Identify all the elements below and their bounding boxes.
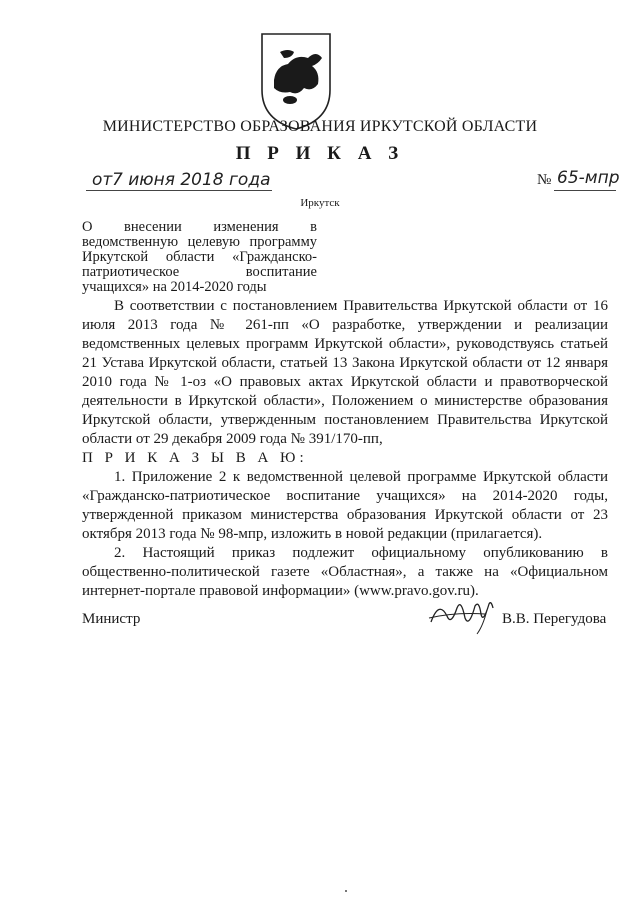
signer-position: Министр — [82, 611, 141, 627]
order-body — [82, 297, 608, 601]
number-prefix: № — [537, 172, 552, 188]
city-name: Иркутск — [300, 197, 340, 209]
order-item-1: 1. Приложение 2 к ведомственной целевой программе Иркутской области «Гражданско-патриотическое воспитание учащихся» на 2014-2020 годы, утвержденной приказом министерства образования Иркутской области от 23 октября 2013 года № 98-мпр, изложить в новой редакции (прилагается). — [82, 469, 608, 542]
handwritten-signature — [425, 596, 505, 636]
number-underline — [554, 190, 616, 191]
order-subject: О внесении изменения в ведомственную целевую программу Иркутской области «Гражданско-патриотическое воспитание учащихся» на 2014-2020 годы — [82, 219, 317, 295]
ministry-name: МИНИСТЕРСТВО ОБРАЗОВАНИЯ ИРКУТСКОЙ ОБЛАСТИ — [102, 118, 538, 135]
scan-speck — [345, 890, 347, 892]
preamble-paragraph: В соответствии с постановлением Правительства Иркутской области от 16 июля 2013 года № 261-пп «О разработке, утверждении и реализации ведомственных целевых программ Иркутской области», руководствуясь статьей 21 Устава Иркутской области, статьей 13 Закона Иркутской области от 12 января 2010 года № 1-оз «О правовых актах Иркутской области и правотворческой деятельности в Иркутской области», Положением о министерстве образования Иркутской области, утвержденным постановлением Правительства Иркутской области от 29 декабря 2009 года № 391/170-пп, — [82, 298, 608, 447]
date-prefix: от — [92, 170, 113, 190]
order-directive-word: П Р И К А З Ы В А Ю: — [82, 450, 308, 466]
order-date: 7 июня 2018 года — [112, 170, 271, 190]
coat-of-arms-emblem — [256, 28, 336, 132]
order-item-2: 2. Настоящий приказ подлежит официальному опубликованию в общественно-политической газете «Областная», а также на «Официальном интернет-портале правовой информации» (www.pravo.gov.ru). — [82, 545, 608, 599]
order-number: 65-мпр — [557, 168, 620, 188]
signer-name: В.В. Перегудова — [502, 611, 607, 627]
document-title: П Р И К А З — [235, 143, 405, 164]
date-underline — [86, 190, 272, 191]
